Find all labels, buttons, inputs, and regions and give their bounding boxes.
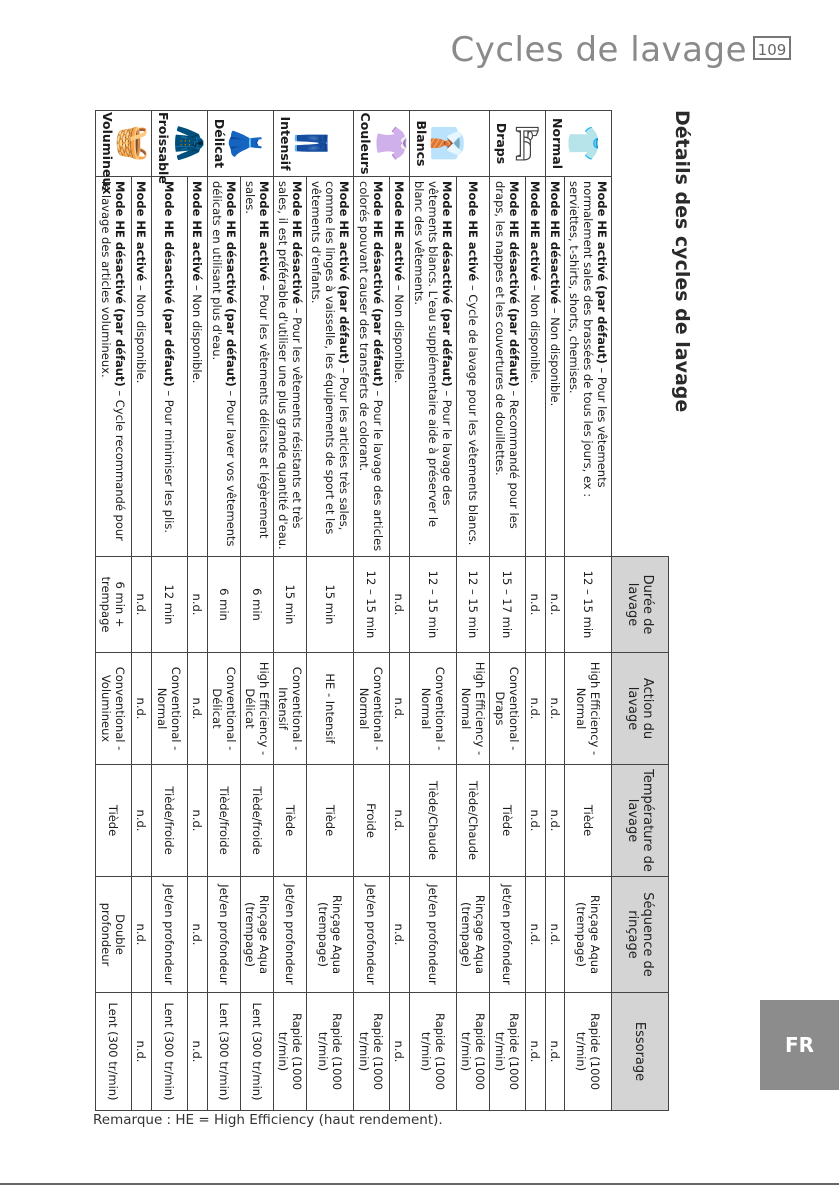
wash-action: High Efficiency - Normal (565, 653, 612, 765)
wash-action: Conventional - Intensif (274, 653, 307, 765)
table-row (307, 111, 354, 1111)
mode-label: Mode HE désactivé (par défaut) (113, 181, 128, 387)
cycle-cell (274, 111, 354, 177)
wash-action: n.d. (389, 653, 409, 765)
rinse-sequence: n.d. (131, 877, 151, 993)
mode-description (457, 177, 490, 557)
table-row (389, 111, 409, 1111)
table-row (354, 111, 390, 1111)
wash-action: Conventional - Normal (354, 653, 390, 765)
cycle-name: Froissable (156, 112, 171, 184)
garment-icon: 🛏 (509, 124, 544, 163)
garment-icon: 👕 (565, 124, 600, 163)
rinse-sequence: Jet/en profondeur (410, 877, 457, 993)
spin-speed: Rapide (1000 tr/min) (565, 993, 612, 1111)
wash-temperature: Tiède/froide (152, 765, 188, 877)
mode-description (307, 177, 354, 557)
spin-speed: Rapide (1000 tr/min) (307, 993, 354, 1111)
cycle-cell (546, 111, 612, 177)
remark-note: Remarque : HE = High Efficiency (haut rendement). (93, 1112, 443, 1128)
page-title: Cycles de lavage (450, 30, 747, 70)
header-blank-cycle (612, 111, 669, 177)
garment-icon: 👖 (293, 124, 328, 163)
mode-text: – Pour les vêtements résistants et très sales, il est préférable d'utiliser une plus grande quantité d'eau. (276, 181, 304, 550)
header-temperature: Température de lavage (612, 765, 669, 877)
spin-speed: n.d. (389, 993, 409, 1111)
mode-label: Mode HE désactivé (par défaut) (507, 181, 522, 387)
mode-label: Mode HE activé (466, 181, 480, 282)
wash-duration: 15 min (274, 557, 307, 653)
table-row (96, 111, 132, 1111)
cycle-cell (208, 111, 274, 177)
mode-description (152, 177, 188, 557)
mode-description (187, 177, 207, 557)
table-row (241, 111, 274, 1111)
table-row (131, 111, 151, 1111)
wash-action: Conventional - Normal (152, 653, 188, 765)
rinse-sequence: Rinçage Aqua (trempage) (241, 877, 274, 993)
spin-speed: n.d. (187, 993, 207, 1111)
mode-text: – Cycle recommandé pour le lavage des articles volumineux. (99, 181, 128, 541)
wash-action: HE - Intensif (307, 653, 354, 765)
mode-text: – Pour les articles très sales, comme les linges à vaisselle, les équipements de sport et les vêtements d'enfants. (309, 181, 351, 535)
wash-duration: 15 – 17 min (490, 557, 526, 653)
wash-temperature: Tiède (274, 765, 307, 877)
mode-description (525, 177, 545, 557)
wash-temperature: Tiède (307, 765, 354, 877)
wash-temperature: Tiède/froide (208, 765, 241, 877)
cycle-name: Intensif (278, 116, 293, 171)
wash-duration: n.d. (525, 557, 545, 653)
spin-speed: Lent (300 tr/min) (152, 993, 188, 1111)
mode-description (354, 177, 390, 557)
rinse-sequence: Jet/en profondeur (208, 877, 241, 993)
wash-action: Conventional - Normal (410, 653, 457, 765)
mode-description (208, 177, 241, 557)
wash-action: Conventional - Délicat (208, 653, 241, 765)
table-row (525, 111, 545, 1111)
wash-action: n.d. (525, 653, 545, 765)
spin-speed: n.d. (525, 993, 545, 1111)
mode-label: Mode HE désactivé (par défaut) (371, 181, 386, 387)
table-row (187, 111, 207, 1111)
wash-action: Conventional - Draps (490, 653, 526, 765)
rinse-sequence: Jet/en profondeur (490, 877, 526, 993)
spin-speed: Rapide (1000 tr/min) (274, 993, 307, 1111)
cycle-cell (96, 111, 152, 195)
mode-label: Mode HE désactivé (548, 181, 562, 305)
mode-label: Mode HE activé (392, 181, 407, 282)
spin-speed: Rapide (1000 tr/min) (457, 993, 490, 1111)
language-tab: FR (760, 1000, 839, 1090)
rinse-sequence: Jet/en profondeur (274, 877, 307, 993)
rinse-sequence: n.d. (546, 877, 565, 993)
spin-speed: n.d. (131, 993, 151, 1111)
wash-duration: 6 min (241, 557, 274, 653)
header-action: Action du lavage (612, 653, 669, 765)
table-row (410, 111, 457, 1111)
cycle-cell (354, 111, 410, 177)
wash-temperature: n.d. (187, 765, 207, 877)
wash-temperature: Tiède (96, 765, 132, 877)
mode-label: Mode HE désactivé (290, 181, 304, 305)
cycle-name: Normal (550, 118, 565, 169)
mode-description (546, 177, 565, 557)
mode-text: – Non disponible. (548, 304, 562, 407)
cycle-name: Blancs (414, 120, 429, 167)
mode-description (131, 177, 151, 557)
cycle-cell (490, 111, 546, 177)
wash-temperature: n.d. (389, 765, 409, 877)
mode-text: – Pour les vêtements délicats et légèrement sales. (243, 181, 271, 539)
mode-label: Mode HE activé (528, 181, 543, 282)
mode-description (389, 177, 409, 557)
mode-label: Mode HE activé (par défaut) (337, 181, 351, 364)
wash-temperature: Tiède/froide (241, 765, 274, 877)
table-row (274, 111, 307, 1111)
table-row (565, 111, 612, 1111)
wash-temperature: Tiède (565, 765, 612, 877)
mode-text: – Cycle de lavage pour les vêtements blancs. (466, 281, 480, 546)
garment-icon: 🧺 (115, 124, 150, 163)
wash-duration: n.d. (546, 557, 565, 653)
mode-description (96, 177, 132, 557)
header-duree: Durée de lavage (612, 557, 669, 653)
wash-duration: 12 – 15 min (457, 557, 490, 653)
wash-duration: 12 – 15 min (565, 557, 612, 653)
mode-text: – Recommandé pour les draps, les nappes et les couvertures de douillettes. (493, 181, 522, 529)
mode-text: – Pour minimiser les plis. (162, 386, 177, 533)
bottom-rule (0, 1183, 839, 1185)
wash-duration: 12 – 15 min (410, 557, 457, 653)
mode-label: Mode HE activé (257, 181, 271, 282)
wash-duration: 15 min (307, 557, 354, 653)
wash-action: High Efficiency - Normal (457, 653, 490, 765)
wash-duration: n.d. (131, 557, 151, 653)
page-number: 109 (753, 36, 791, 60)
mode-text: – Non disponible. (190, 281, 205, 384)
cycle-name: Draps (494, 122, 509, 165)
rinse-sequence: Jet/en profondeur (354, 877, 390, 993)
wash-temperature: Tiède/Chaude (457, 765, 490, 877)
table-row (546, 111, 565, 1111)
mode-label: Mode HE désactivé (par défaut) (162, 181, 177, 387)
table-row (457, 111, 490, 1111)
wash-duration: 6 min (208, 557, 241, 653)
mode-text: – Pour les vêtements normalement sales des brassées de tous les jours, ex : serviettes, t-shirts, shorts, chemises. (567, 181, 609, 498)
rotated-table-wrapper (93, 110, 693, 1110)
mode-text: – Non disponible. (392, 281, 407, 384)
wash-temperature: n.d. (546, 765, 565, 877)
wash-temperature: Froide (354, 765, 390, 877)
garment-icon: 👔 (429, 124, 464, 163)
wash-duration: 12 – 15 min (354, 557, 390, 653)
table-header-row (612, 111, 669, 1111)
cycle-name: Volumineux (100, 112, 115, 195)
spin-speed: Lent (300 tr/min) (241, 993, 274, 1111)
table-row (152, 111, 188, 1111)
rinse-sequence: n.d. (389, 877, 409, 993)
table-body (96, 111, 612, 1111)
mode-text: – Pour laver vos vêtements délicats en utilisant plus d'eau. (210, 181, 238, 547)
wash-duration: 6 min + trempage (96, 557, 132, 653)
wash-action: n.d. (131, 653, 151, 765)
mode-label: Mode HE activé (par défaut) (595, 181, 609, 364)
rinse-sequence: Rinçage Aqua (trempage) (565, 877, 612, 993)
cycle-cell (410, 111, 490, 177)
mode-label: Mode HE activé (134, 181, 149, 282)
header-essorage: Essorage (612, 993, 669, 1111)
cycle-name: Délicat (212, 118, 227, 169)
mode-text: – Pour le lavage des articles colorés pouvant causer des transferts de colorant. (357, 181, 386, 552)
spin-speed: Rapide (1000 tr/min) (354, 993, 390, 1111)
mode-label: Mode HE désactivé (par défaut) (224, 181, 238, 387)
garment-icon: 🧥 (171, 124, 206, 163)
wash-action: Conventional - Volumineux (96, 653, 132, 765)
wash-cycles-table (95, 110, 669, 1111)
mode-description (241, 177, 274, 557)
table-row (208, 111, 241, 1111)
wash-action: n.d. (546, 653, 565, 765)
header-blank-description (612, 177, 669, 557)
mode-text: – Pour le lavage des vêtements blancs. L'eau supplémentaire aide à préserver le blanc des vêtements. (412, 181, 454, 528)
garment-icon: 👗 (227, 124, 262, 163)
table-row (490, 111, 526, 1111)
mode-text: – Non disponible. (528, 281, 543, 384)
wash-duration: n.d. (187, 557, 207, 653)
mode-label: Mode HE activé (190, 181, 205, 282)
wash-temperature: n.d. (131, 765, 151, 877)
rinse-sequence: n.d. (525, 877, 545, 993)
spin-speed: Rapide (1000 tr/min) (490, 993, 526, 1111)
mode-description (410, 177, 457, 557)
section-title: Détails des cycles de lavage (671, 110, 693, 413)
spin-speed: Rapide (1000 tr/min) (410, 993, 457, 1111)
spin-speed: n.d. (546, 993, 565, 1111)
rinse-sequence: n.d. (187, 877, 207, 993)
garment-icon: 👚 (373, 124, 408, 163)
header-rincage: Séquence de rinçage (612, 877, 669, 993)
rinse-sequence: Double profondeur (96, 877, 132, 993)
spin-speed: Lent (300 tr/min) (96, 993, 132, 1111)
spin-speed: Lent (300 tr/min) (208, 993, 241, 1111)
wash-temperature: Tiède (490, 765, 526, 877)
mode-description (274, 177, 307, 557)
wash-duration: 12 min (152, 557, 188, 653)
rinse-sequence: Jet/en profondeur (152, 877, 188, 993)
wash-action: High Efficiency - Délicat (241, 653, 274, 765)
rinse-sequence: Rinçage Aqua (trempage) (457, 877, 490, 993)
mode-description (490, 177, 526, 557)
wash-action: n.d. (187, 653, 207, 765)
cycle-cell (152, 111, 208, 184)
wash-temperature: n.d. (525, 765, 545, 877)
wash-temperature: Tiède/Chaude (410, 765, 457, 877)
wash-duration: n.d. (389, 557, 409, 653)
mode-description (565, 177, 612, 557)
mode-label: Mode HE désactivé (par défaut) (440, 181, 454, 387)
cycle-name: Couleurs (358, 112, 373, 175)
mode-text: – Non disponible. (134, 281, 149, 384)
rinse-sequence: Rinçage Aqua (trempage) (307, 877, 354, 993)
